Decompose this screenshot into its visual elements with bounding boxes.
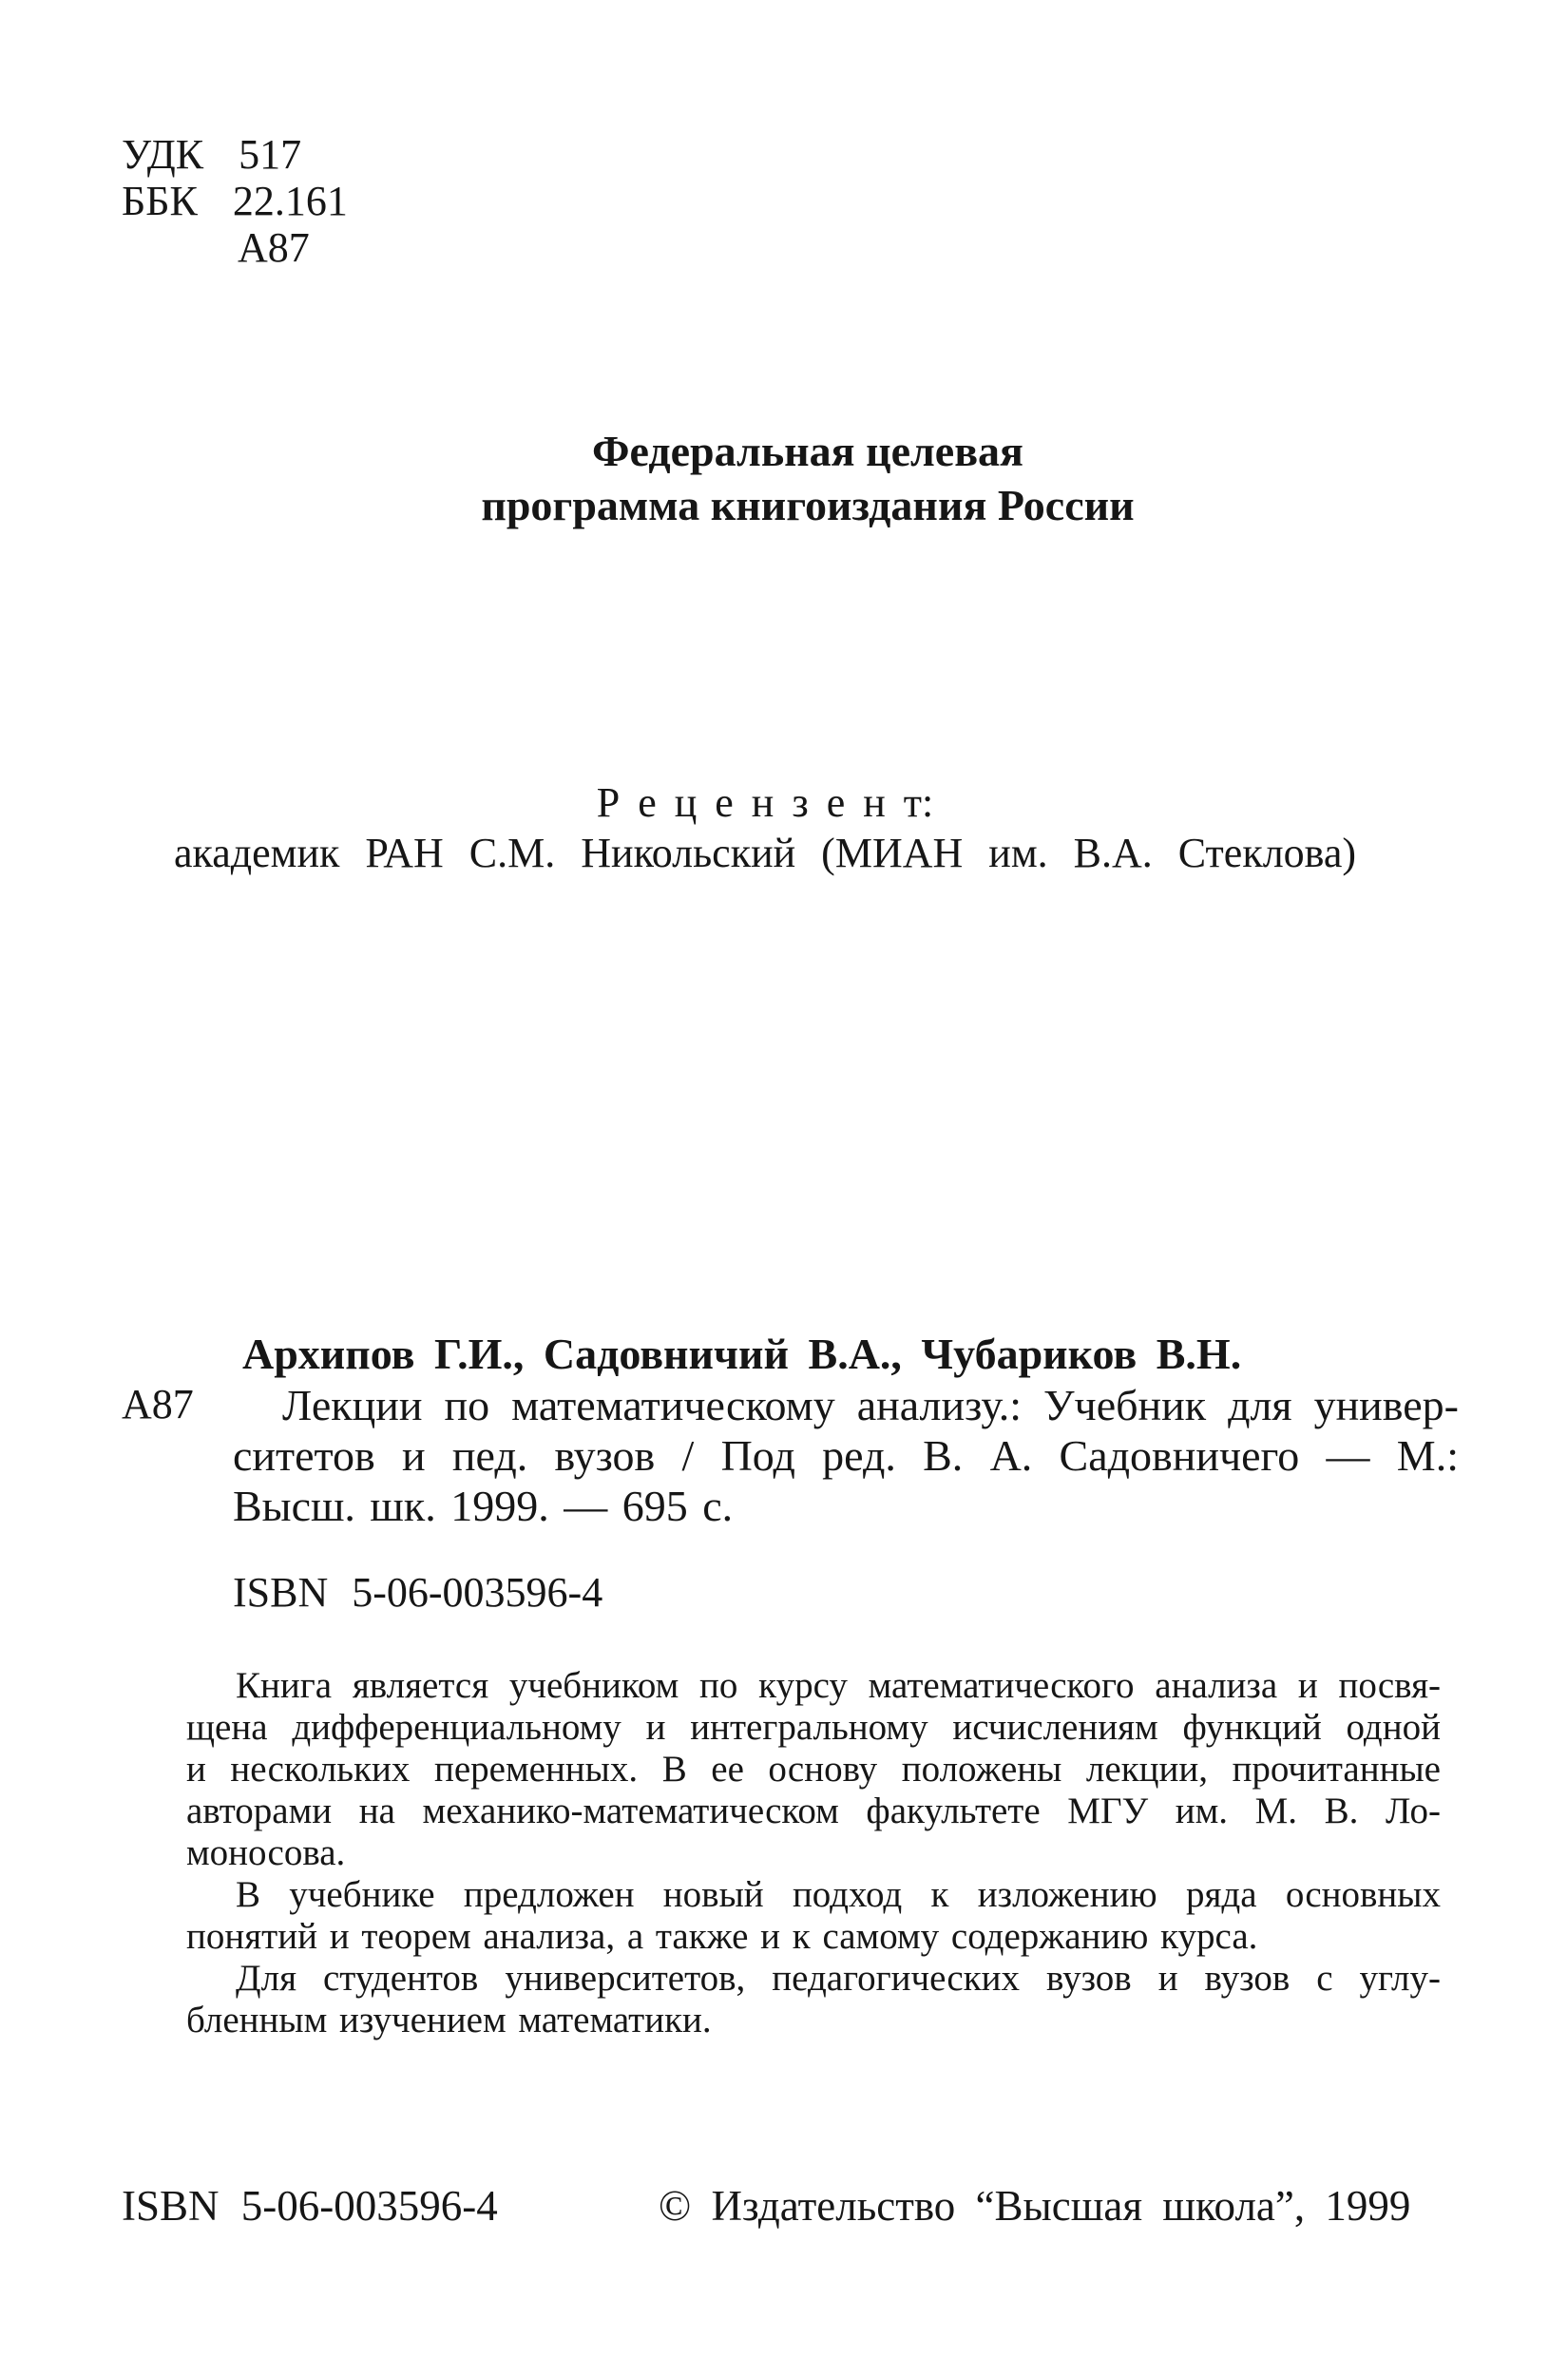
bbk-code: ББК 22.161 bbox=[122, 178, 348, 224]
text-line: авторами на механико-математическом факультете МГУ им. М. В. Ло- bbox=[186, 1791, 1441, 1831]
annotation-paragraph-2 bbox=[186, 1874, 1441, 1958]
catalog-card-authors: Архипов Г.И., Садовничий В.А., Чубариков В.Н. bbox=[242, 1330, 1242, 1378]
text-line: бленным изучением математики. bbox=[186, 2000, 712, 2040]
text-line: Книга является учебником по курсу математического анализа и посвя- bbox=[236, 1665, 1441, 1706]
reviewer-name: академик РАН С.М. Никольский (МИАН им. В.А. Стеклова) bbox=[173, 830, 1357, 876]
text-line: программа книгоиздания России bbox=[481, 481, 1135, 529]
text-line: и нескольких переменных. В ее основу положены лекции, прочитанные bbox=[186, 1749, 1441, 1790]
udk-code: УДК 517 bbox=[122, 131, 302, 178]
catalog-card-isbn: ISBN 5-06-003596-4 bbox=[233, 1569, 603, 1616]
text-line: Для студентов университетов, педагогических вузов и вузов с углу- bbox=[236, 1958, 1441, 1999]
federal-program-notice bbox=[285, 424, 1330, 532]
annotation-paragraph-1 bbox=[186, 1665, 1441, 1874]
text-line: щена дифференциальному и интегральному исчислениям функций одной bbox=[186, 1707, 1441, 1748]
text-line: ситетов и пед. вузов / Под ред. В. А. Садовничего — М.: bbox=[233, 1431, 1459, 1480]
catalog-card-description bbox=[233, 1380, 1459, 1531]
footer-copyright: © Издательство “Высшая школа”, 1999 bbox=[659, 2182, 1411, 2230]
text-line: Лекции по математическому анализу.: Учебник для универ- bbox=[282, 1381, 1459, 1429]
classification-codes bbox=[122, 131, 348, 271]
annotation-block bbox=[186, 1665, 1441, 2041]
footer-isbn: ISBN 5-06-003596-4 bbox=[122, 2182, 498, 2230]
reviewer-heading: Р е ц е н з е н т: bbox=[596, 779, 934, 826]
annotation-paragraph-3 bbox=[186, 1958, 1441, 2041]
text-line: Федеральная целевая bbox=[592, 427, 1023, 475]
text-line: понятий и теорем анализа, а также и к самому содержанию курса. bbox=[186, 1916, 1258, 1957]
text-line: моносова. bbox=[186, 1832, 346, 1873]
text-line: В учебнике предложен новый подход к изложению ряда основных bbox=[236, 1874, 1441, 1915]
text-line: Высш. шк. 1999. — 695 с. bbox=[233, 1482, 734, 1530]
reviewer-block bbox=[86, 777, 1444, 878]
author-sign: А87 bbox=[238, 224, 310, 271]
catalog-card-author-sign: А87 bbox=[122, 1381, 194, 1427]
